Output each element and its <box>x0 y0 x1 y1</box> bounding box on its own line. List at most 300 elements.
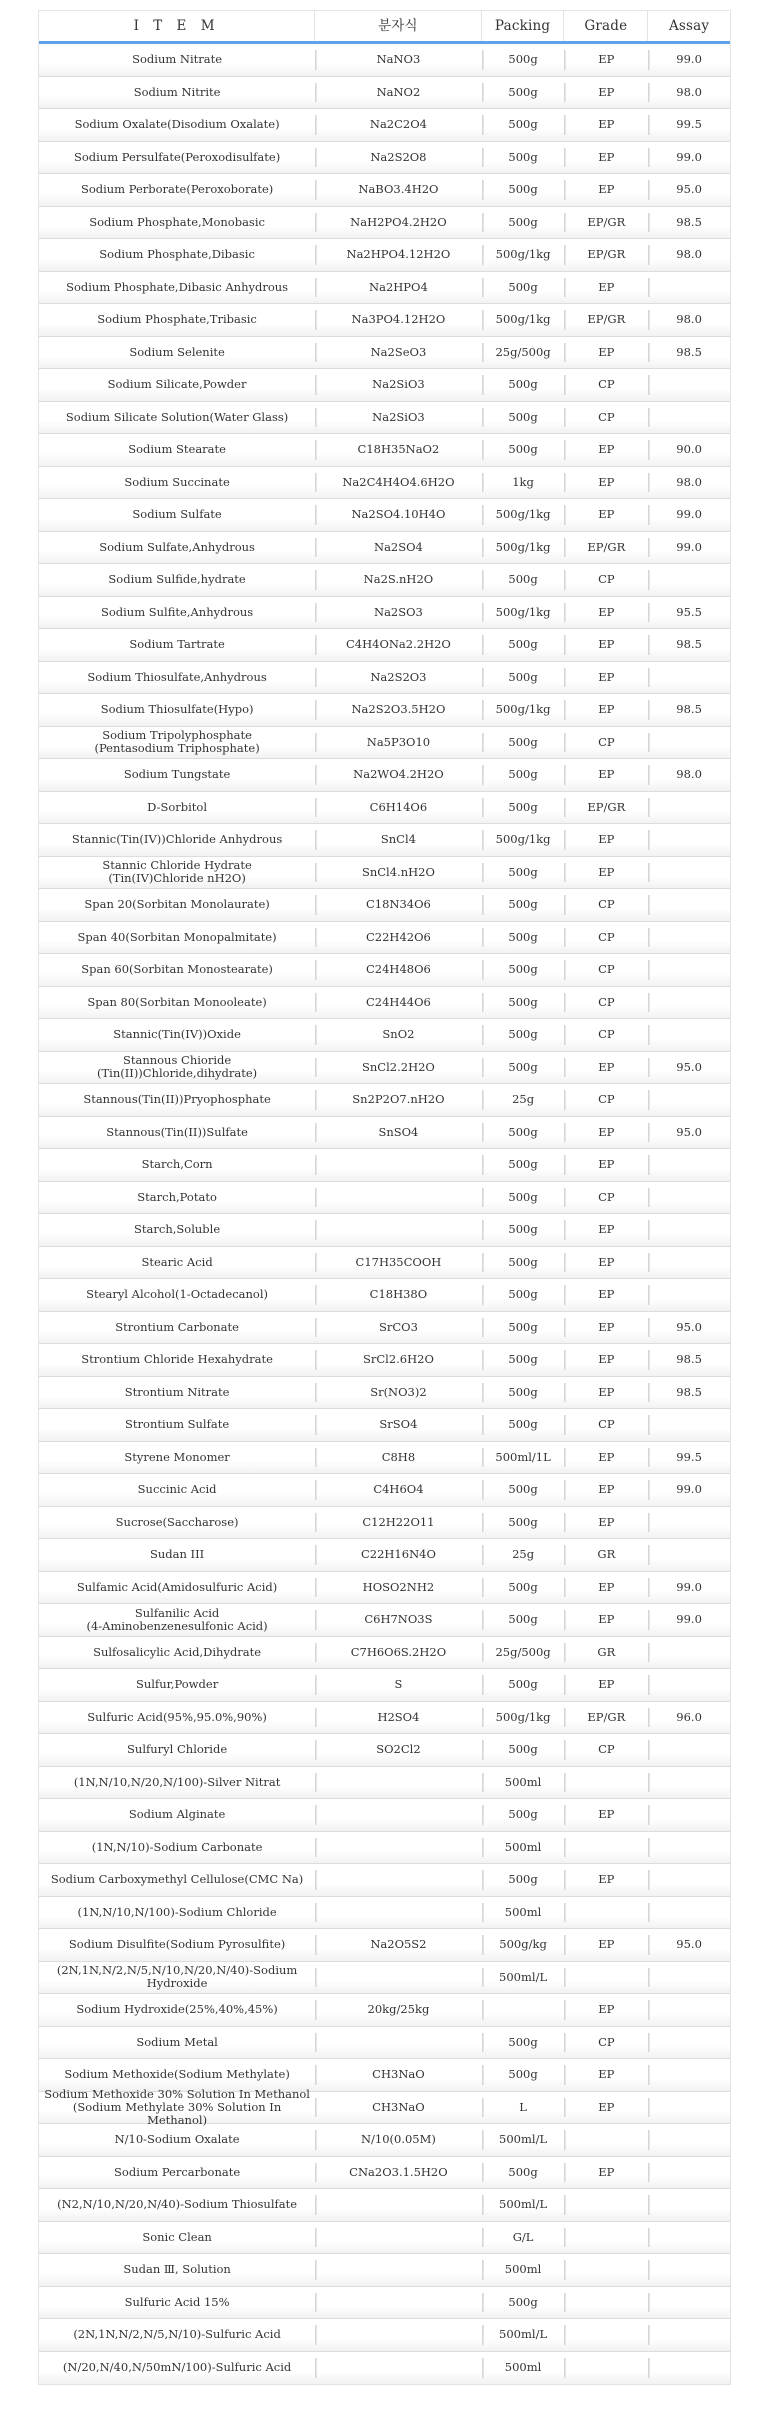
packing-cell: 500g <box>482 792 565 824</box>
assay-cell <box>648 1962 730 1994</box>
header-assay: Assay <box>668 17 710 34</box>
item-name-cell: Sodium Alginate <box>128 1807 226 1822</box>
formula-cell: S <box>315 1669 482 1701</box>
assay-cell <box>648 1832 730 1864</box>
formula-cell <box>315 1897 482 1929</box>
table-row <box>39 1214 730 1247</box>
grade-cell: EP <box>564 142 648 174</box>
formula-cell: SrCl2.6H2O <box>315 1344 482 1376</box>
assay-cell <box>648 824 730 856</box>
grade-cell: EP <box>564 694 648 726</box>
packing-cell: 500g <box>482 272 565 304</box>
formula-cell: C22H16N4O <box>315 1539 482 1571</box>
formula-cell <box>315 2222 482 2254</box>
table-row <box>39 857 730 890</box>
assay-cell <box>648 662 730 694</box>
table-row <box>39 824 730 857</box>
formula-cell: CNa2O3.1.5H2O <box>315 2157 482 2189</box>
grade-cell: CP <box>564 564 648 596</box>
assay-cell: 95.5 <box>648 597 730 629</box>
packing-cell: 500ml <box>482 2352 565 2385</box>
item-name-cell: Strontium Nitrate <box>124 1384 230 1399</box>
item-name-cell: Starch,Corn <box>141 1157 213 1172</box>
packing-cell: 500g <box>482 77 565 109</box>
packing-cell <box>482 1994 565 2026</box>
packing-cell: 500g <box>482 402 565 434</box>
assay-cell: 98.5 <box>648 1344 730 1376</box>
packing-cell: 500g <box>482 1247 565 1279</box>
item-name-cell: Span 20(Sorbitan Monolaurate) <box>84 897 270 912</box>
packing-cell: 500g <box>482 1799 565 1831</box>
grade-cell: EP <box>564 337 648 369</box>
table-row <box>39 727 730 760</box>
table-row <box>39 759 730 792</box>
table-row <box>39 792 730 825</box>
packing-cell: 500g <box>482 1149 565 1181</box>
formula-cell: CH3NaO <box>315 2092 482 2124</box>
packing-cell: 500g <box>482 759 565 791</box>
item-name-cell: Sodium Sulfite,Anhydrous <box>100 604 254 619</box>
packing-cell: 500g <box>482 174 565 206</box>
assay-cell: 99.5 <box>648 109 730 141</box>
formula-cell: Na2SO4 <box>315 532 482 564</box>
formula-cell: NaBO3.4H2O <box>315 174 482 206</box>
formula-cell: Na2SeO3 <box>315 337 482 369</box>
item-name-cell: Sulfuric Acid(95%,95.0%,90%) <box>87 1709 267 1724</box>
grade-cell <box>564 2254 648 2286</box>
grade-cell: EP <box>564 109 648 141</box>
table-row <box>39 1507 730 1540</box>
grade-cell: EP <box>564 2157 648 2189</box>
grade-cell: EP <box>564 1994 648 2026</box>
formula-cell: SnO2 <box>315 1019 482 1051</box>
table-row <box>39 987 730 1020</box>
item-name-cell: Sucrose(Saccharose) <box>115 1514 239 1529</box>
assay-cell: 98.5 <box>648 337 730 369</box>
table-row <box>39 1312 730 1345</box>
formula-cell: Na2S2O3 <box>315 662 482 694</box>
table-row <box>39 564 730 597</box>
assay-cell <box>648 2189 730 2221</box>
assay-cell <box>648 922 730 954</box>
formula-cell: SrSO4 <box>315 1409 482 1441</box>
formula-cell: SnSO4 <box>315 1117 482 1149</box>
packing-cell: 500g <box>482 1052 565 1084</box>
assay-cell <box>648 2124 730 2156</box>
item-name-cell: Sodium Disulfite(Sodium Pyrosulfite) <box>68 1937 286 1952</box>
formula-cell: Na2SiO3 <box>315 402 482 434</box>
item-name-cell: Stearyl Alcohol(1-Octadecanol) <box>86 1287 268 1302</box>
assay-cell <box>648 1182 730 1214</box>
assay-cell <box>648 1767 730 1799</box>
assay-cell <box>648 889 730 921</box>
item-name-cell: D-Sorbitol <box>147 799 208 814</box>
table-row <box>39 109 730 142</box>
assay-cell: 98.0 <box>648 467 730 499</box>
formula-cell <box>315 1767 482 1799</box>
grade-cell: EP <box>564 1117 648 1149</box>
assay-cell: 95.0 <box>648 1117 730 1149</box>
table-row <box>39 1182 730 1215</box>
packing-cell: 500ml/L <box>482 2189 565 2221</box>
item-name-cell: Starch,Potato <box>137 1189 217 1204</box>
item-name-cell: Sulfuric Acid 15% <box>124 2294 230 2309</box>
item-name-cell: Sodium Tungstate <box>123 767 231 782</box>
formula-cell: Na2S2O8 <box>315 142 482 174</box>
item-name-cell: (N2,N/10,N/20,N/40)-Sodium Thiosulfate <box>57 2197 298 2212</box>
grade-cell: EP <box>564 662 648 694</box>
formula-cell: C18N34O6 <box>315 889 482 921</box>
grade-cell: EP <box>564 174 648 206</box>
grade-cell: CP <box>564 1734 648 1766</box>
formula-cell <box>315 1832 482 1864</box>
formula-cell: Na2HPO4.12H2O <box>315 239 482 271</box>
item-name-cell: Sodium Succinate <box>124 474 230 489</box>
item-name-cell: Sulfuryl Chloride <box>127 1742 228 1757</box>
table-row <box>39 532 730 565</box>
packing-cell: 500g <box>482 142 565 174</box>
packing-cell: 500g <box>482 1214 565 1246</box>
table-row <box>39 1637 730 1670</box>
assay-cell: 98.5 <box>648 1377 730 1409</box>
grade-cell: EP <box>564 1214 648 1246</box>
table-row <box>39 922 730 955</box>
assay-cell <box>648 1019 730 1051</box>
assay-cell <box>648 402 730 434</box>
formula-cell: Na5P3O10 <box>315 727 482 759</box>
table-row <box>39 1344 730 1377</box>
table-row <box>39 304 730 337</box>
table-row <box>39 2287 730 2320</box>
formula-cell: Na2SO3 <box>315 597 482 629</box>
assay-cell: 99.0 <box>648 44 730 76</box>
formula-cell: C18H35NaO2 <box>315 434 482 466</box>
grade-cell: EP <box>564 1442 648 1474</box>
table-row <box>39 1149 730 1182</box>
assay-cell: 99.5 <box>648 1442 730 1474</box>
assay-cell <box>648 2222 730 2254</box>
table-row <box>39 239 730 272</box>
item-name-cell: Sodium Phosphate,Dibasic <box>99 247 255 262</box>
packing-cell: 500g <box>482 1474 565 1506</box>
assay-cell <box>648 1897 730 1929</box>
grade-cell: EP/GR <box>564 239 648 271</box>
grade-cell: EP/GR <box>564 1702 648 1734</box>
grade-cell: EP <box>564 1604 648 1636</box>
formula-cell: CH3NaO <box>315 2059 482 2091</box>
formula-cell: C18H38O <box>315 1279 482 1311</box>
packing-cell: 25g/500g <box>482 1637 565 1669</box>
grade-cell: CP <box>564 1019 648 1051</box>
assay-cell <box>648 2059 730 2091</box>
assay-cell: 98.0 <box>648 304 730 336</box>
grade-cell <box>564 1897 648 1929</box>
table-row <box>39 142 730 175</box>
packing-cell: 500g <box>482 954 565 986</box>
packing-cell: 500g/1kg <box>482 694 565 726</box>
formula-cell: N/10(0.05M) <box>315 2124 482 2156</box>
grade-cell: EP/GR <box>564 532 648 564</box>
assay-cell <box>648 2319 730 2351</box>
packing-cell: 500ml/1L <box>482 1442 565 1474</box>
packing-cell: 1kg <box>482 467 565 499</box>
table-row <box>39 2352 730 2385</box>
item-name-cell: Sodium Silicate Solution(Water Glass) <box>65 409 289 424</box>
item-name-cell: Succinic Acid <box>137 1482 217 1497</box>
assay-cell: 95.0 <box>648 1052 730 1084</box>
packing-cell: 500ml/L <box>482 1962 565 1994</box>
grade-cell: EP <box>564 824 648 856</box>
packing-cell: 500g/1kg <box>482 239 565 271</box>
table-row <box>39 174 730 207</box>
assay-cell: 95.0 <box>648 1929 730 1961</box>
assay-cell: 99.0 <box>648 499 730 531</box>
table-header <box>39 11 730 44</box>
table-row <box>39 662 730 695</box>
assay-cell <box>648 564 730 596</box>
table-row <box>39 1897 730 1930</box>
grade-cell: EP <box>564 1052 648 1084</box>
grade-cell: EP <box>564 1669 648 1701</box>
assay-cell <box>648 1669 730 1701</box>
grade-cell: CP <box>564 2027 648 2059</box>
formula-cell: Na2SO4.10H4O <box>315 499 482 531</box>
item-name-cell: Sodium Stearate <box>128 442 226 457</box>
assay-cell <box>648 2027 730 2059</box>
grade-cell: EP <box>564 1247 648 1279</box>
formula-cell: Na3PO4.12H2O <box>315 304 482 336</box>
packing-cell: 500ml <box>482 2254 565 2286</box>
packing-cell: 500g <box>482 1279 565 1311</box>
item-name-cell: Sodium Tripolyphosphate (Pentasodium Triphosphate) <box>94 728 260 756</box>
table-row <box>39 1019 730 1052</box>
item-name-cell: Sodium Phosphate,Dibasic Anhydrous <box>66 279 289 294</box>
grade-cell: EP/GR <box>564 304 648 336</box>
item-name-cell: Sodium Tartrate <box>129 637 225 652</box>
header-packing: Packing <box>482 11 565 41</box>
packing-cell: 500g <box>482 922 565 954</box>
assay-cell: 99.0 <box>648 532 730 564</box>
grade-cell: EP <box>564 1474 648 1506</box>
formula-cell: SnCl4.nH2O <box>315 857 482 889</box>
item-name-cell: Sodium Nitrate <box>132 52 223 67</box>
packing-cell: 500g <box>482 1117 565 1149</box>
packing-cell: 25g <box>482 1539 565 1571</box>
formula-cell: NaNO3 <box>315 44 482 76</box>
grade-cell: CP <box>564 727 648 759</box>
grade-cell <box>564 1767 648 1799</box>
grade-cell: EP <box>564 44 648 76</box>
table-row <box>39 1799 730 1832</box>
item-name-cell: (1N,N/10)-Sodium Carbonate <box>91 1839 263 1854</box>
formula-cell <box>315 2189 482 2221</box>
packing-cell: 500g/1kg <box>482 1702 565 1734</box>
table-row <box>39 1767 730 1800</box>
assay-cell: 98.5 <box>648 694 730 726</box>
grade-cell: EP/GR <box>564 792 648 824</box>
grade-cell: CP <box>564 1084 648 1116</box>
packing-cell: 500g <box>482 1377 565 1409</box>
packing-cell: 500g/1kg <box>482 824 565 856</box>
packing-cell: 500g <box>482 434 565 466</box>
grade-cell <box>564 1962 648 1994</box>
grade-cell <box>564 1832 648 1864</box>
item-name-cell: Sulfur,Powder <box>135 1677 219 1692</box>
item-name-cell: Sodium Persulfate(Peroxodisulfate) <box>73 149 281 164</box>
item-name-cell: N/10-Sodium Oxalate <box>114 2132 240 2147</box>
item-name-cell: Sodium Hydroxide(25%,40%,45%) <box>76 2002 278 2017</box>
table-row <box>39 2254 730 2287</box>
item-name-cell: Stannic Chloride Hydrate (Tin(IV)Chloride nH2O) <box>102 858 252 886</box>
assay-cell <box>648 1734 730 1766</box>
grade-cell <box>564 2287 648 2319</box>
formula-cell: C6H14O6 <box>315 792 482 824</box>
item-name-cell: (2N,1N,N/2,N/5,N/10,N/20,N/40)-Sodium Hydroxide <box>56 1963 298 1991</box>
packing-cell: 500g <box>482 1182 565 1214</box>
assay-cell <box>648 1637 730 1669</box>
header-item: I T E M <box>39 11 315 41</box>
packing-cell: 500ml/L <box>482 2124 565 2156</box>
table-row <box>39 1442 730 1475</box>
formula-cell: C7H6O6S.2H2O <box>315 1637 482 1669</box>
table-row <box>39 337 730 370</box>
grade-cell: CP <box>564 987 648 1019</box>
item-name-cell: Sulfosalicylic Acid,Dihydrate <box>93 1644 262 1659</box>
packing-cell: 500ml <box>482 1767 565 1799</box>
formula-cell: Na2HPO4 <box>315 272 482 304</box>
grade-cell: EP <box>564 629 648 661</box>
table-row <box>39 1539 730 1572</box>
assay-cell: 98.0 <box>648 77 730 109</box>
grade-cell: CP <box>564 1182 648 1214</box>
header-formula: 분자식 <box>315 11 482 41</box>
table-row <box>39 1572 730 1605</box>
grade-cell: EP <box>564 272 648 304</box>
formula-cell: Sr(NO3)2 <box>315 1377 482 1409</box>
grade-cell: EP <box>564 2092 648 2124</box>
table-row <box>39 1669 730 1702</box>
assay-cell: 98.5 <box>648 207 730 239</box>
formula-cell <box>315 1864 482 1896</box>
assay-cell <box>648 727 730 759</box>
formula-cell <box>315 2287 482 2319</box>
grade-cell: EP <box>564 434 648 466</box>
table-row <box>39 889 730 922</box>
formula-cell <box>315 2352 482 2385</box>
packing-cell: 500g/1kg <box>482 304 565 336</box>
grade-cell: EP <box>564 77 648 109</box>
table-row <box>39 1247 730 1280</box>
grade-cell: EP <box>564 1864 648 1896</box>
assay-cell: 98.0 <box>648 759 730 791</box>
table-row <box>39 1832 730 1865</box>
table-row <box>39 1084 730 1117</box>
table-row <box>39 499 730 532</box>
grade-cell: EP <box>564 2059 648 2091</box>
table-row <box>39 207 730 240</box>
grade-cell: EP <box>564 1312 648 1344</box>
item-name-cell: Sodium Thiosulfate,Anhydrous <box>87 669 267 684</box>
formula-cell: HOSO2NH2 <box>315 1572 482 1604</box>
formula-cell: H2SO4 <box>315 1702 482 1734</box>
formula-cell: Na2WO4.2H2O <box>315 759 482 791</box>
item-name-cell: Stannic(Tin(IV))Oxide <box>113 1027 241 1042</box>
packing-cell: 500g <box>482 987 565 1019</box>
grade-cell: CP <box>564 369 648 401</box>
table-row <box>39 1994 730 2027</box>
packing-cell: 500g <box>482 44 565 76</box>
packing-cell: 500g <box>482 564 565 596</box>
assay-cell: 99.0 <box>648 1604 730 1636</box>
item-name-cell: Sodium Sulfate <box>132 507 222 522</box>
packing-cell: 500g/1kg <box>482 499 565 531</box>
assay-cell <box>648 954 730 986</box>
assay-cell <box>648 1799 730 1831</box>
table-row <box>39 1962 730 1995</box>
table-row <box>39 2222 730 2255</box>
packing-cell: 500g/1kg <box>482 597 565 629</box>
assay-cell <box>648 1084 730 1116</box>
formula-cell: Na2C4H4O4.6H2O <box>315 467 482 499</box>
item-name-cell: Sodium Perborate(Peroxoborate) <box>80 182 274 197</box>
grade-cell: EP <box>564 499 648 531</box>
packing-cell: 500ml <box>482 1897 565 1929</box>
assay-cell <box>648 1279 730 1311</box>
formula-cell: C22H42O6 <box>315 922 482 954</box>
packing-cell: 500g <box>482 109 565 141</box>
assay-cell: 99.0 <box>648 1474 730 1506</box>
formula-cell: C24H44O6 <box>315 987 482 1019</box>
grade-cell <box>564 2189 648 2221</box>
packing-cell: 500g <box>482 1344 565 1376</box>
table-row <box>39 467 730 500</box>
assay-cell: 95.0 <box>648 174 730 206</box>
formula-cell: C24H48O6 <box>315 954 482 986</box>
assay-cell <box>648 369 730 401</box>
item-name-cell: Stearic Acid <box>141 1254 213 1269</box>
formula-cell: NaH2PO4.2H2O <box>315 207 482 239</box>
item-name-cell: Styrene Monomer <box>124 1449 230 1464</box>
item-name-cell: Sodium Selenite <box>129 344 225 359</box>
grade-cell: CP <box>564 402 648 434</box>
packing-cell: 500g/kg <box>482 1929 565 1961</box>
packing-cell: 500ml <box>482 1832 565 1864</box>
grade-cell: EP <box>564 467 648 499</box>
grade-cell: EP <box>564 1799 648 1831</box>
formula-cell: C4H6O4 <box>315 1474 482 1506</box>
assay-cell <box>648 1539 730 1571</box>
packing-cell: 500g <box>482 2287 565 2319</box>
table-row <box>39 1604 730 1637</box>
assay-cell <box>648 2352 730 2385</box>
item-name-cell: (1N,N/10,N/100)-Sodium Chloride <box>77 1904 277 1919</box>
formula-cell <box>315 1799 482 1831</box>
packing-cell: 500g <box>482 1864 565 1896</box>
assay-cell <box>648 1149 730 1181</box>
item-name-cell: Sudan Ⅲ, Solution <box>123 2262 231 2277</box>
item-name-cell: Starch,Soluble <box>134 1222 221 1237</box>
packing-cell: 500g <box>482 207 565 239</box>
formula-cell <box>315 2254 482 2286</box>
item-name-cell: Sodium Phosphate,Monobasic <box>89 214 265 229</box>
table-row <box>39 369 730 402</box>
grade-cell: EP <box>564 597 648 629</box>
grade-cell: CP <box>564 954 648 986</box>
table-row <box>39 44 730 77</box>
item-name-cell: (1N,N/10,N/20,N/100)-Silver Nitrat <box>73 1774 281 1789</box>
header-grade: Grade <box>564 11 648 41</box>
table-row <box>39 2189 730 2222</box>
